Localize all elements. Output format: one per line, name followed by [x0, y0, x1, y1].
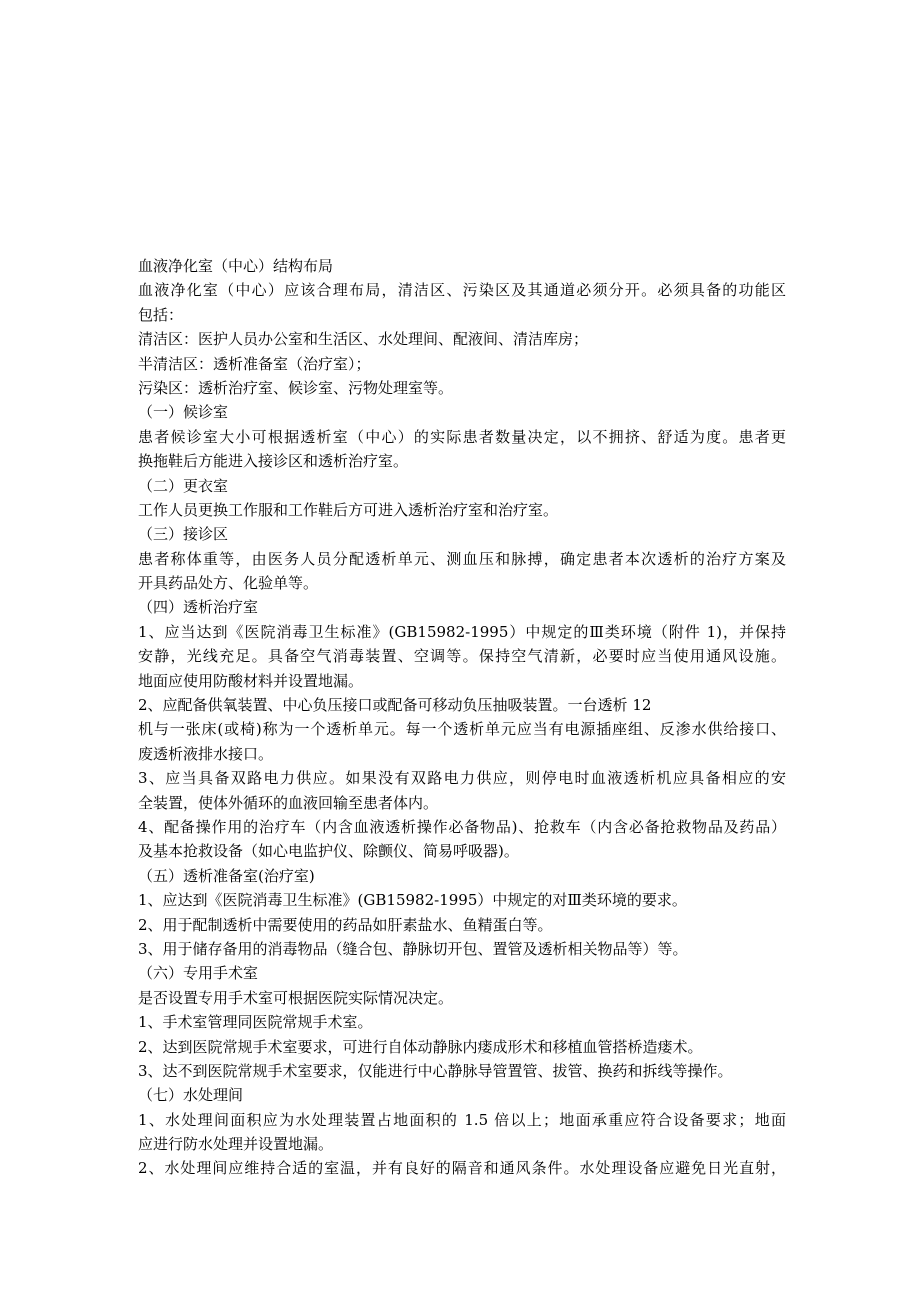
- text-line: 应进行防水处理并设置地漏。: [138, 1135, 334, 1154]
- text-line: 安静，光线充足。具备空气消毒装置、空调等。保持空气清新，必要时应当使用通风设施。: [138, 647, 786, 666]
- text-line: 全装置，使体外循环的血液回输至患者体内。: [138, 793, 439, 812]
- text-line: 污染区：透析治疗室、候诊室、污物处理室等。: [138, 378, 454, 397]
- section-heading: （四）透析治疗室: [138, 598, 259, 617]
- section-heading: （二）更衣室: [138, 476, 229, 495]
- text-line: 开具药品处方、化验单等。: [138, 574, 319, 593]
- document-page: [138, 254, 786, 1181]
- text-line: 半清洁区：透析准备室（治疗室）；: [138, 354, 371, 373]
- text-line: 及基本抢救设备（如心电监护仪、除颤仪、简易呼吸器)。: [138, 842, 519, 861]
- text-line: 换拖鞋后方能进入接诊区和透析治疗室。: [138, 452, 409, 471]
- text-line: 是否设置专用手术室可根据医院实际情况决定。: [138, 988, 454, 1007]
- document-title: 血液净化室（中心）结构布局: [138, 257, 334, 275]
- text-line: 废透析液排水接口。: [138, 744, 274, 763]
- text-line: 1、水处理间面积应为水处理装置占地面积的 1.5 倍以上；地面承重应符合设备要求；地面: [138, 1110, 786, 1129]
- text-line: 清洁区：医护人员办公室和生活区、水处理间、配液间、清洁库房；: [138, 330, 589, 349]
- section-heading: （六）专用手术室: [138, 964, 259, 983]
- text-line: 机与一张床(或椅)称为一个透析单元。每一个透析单元应当有电源插座组、反渗水供给接口、: [138, 720, 786, 739]
- text-line: 2、达到医院常规手术室要求，可进行自体动静脉内瘘成形术和移植血管搭桥造瘘术。: [138, 1037, 703, 1056]
- section-heading: （三）接诊区: [138, 525, 229, 544]
- text-line: 2、应配备供氧装置、中心负压接口或配备可移动负压抽吸装置。一台透析 12: [138, 696, 652, 715]
- text-line: 工作人员更换工作服和工作鞋后方可进入透析治疗室和治疗室。: [138, 500, 559, 519]
- text-line: 2、用于配制透析中需要使用的药品如肝素盐水、鱼精蛋白等。: [138, 915, 553, 934]
- text-line: 3、应当具备双路电力供应。如果没有双路电力供应，则停电时血液透析机应具备相应的安: [138, 769, 786, 788]
- section-heading: （一）候诊室: [138, 403, 229, 422]
- text-line: 地面应使用防酸材料并设置地漏。: [138, 671, 364, 690]
- text-line: 3、用于储存备用的消毒物品（缝合包、静脉切开包、置管及透析相关物品等）等。: [138, 939, 688, 958]
- text-line: 患者候诊室大小可根据透析室（中心）的实际患者数量决定，以不拥挤、舒适为度。患者更: [138, 427, 786, 446]
- text-line: 1、手术室管理同医院常规手术室。: [138, 1013, 373, 1032]
- text-line: 患者称体重等，由医务人员分配透析单元、测血压和脉搏，确定患者本次透析的治疗方案及: [138, 549, 786, 568]
- section-heading: （七）水处理间: [138, 1086, 244, 1105]
- text-line: 血液净化室（中心）应该合理布局，清洁区、污染区及其通道必须分开。必须具备的功能区: [138, 281, 786, 300]
- text-line: 4、配备操作用的治疗车（内含血液透析操作必备物品)、抢救车（内含必备抢救物品及药品）: [138, 817, 786, 836]
- text-line: 1、应当达到《医院消毒卫生标准》(GB15982-1995）中规定的Ⅲ类环境（附件 1)，并保持: [138, 622, 786, 641]
- text-line: 2、水处理间应维持合适的室温，并有良好的隔音和通风条件。水处理设备应避免日光直射，: [138, 1159, 786, 1178]
- text-line: 3、达不到医院常规手术室要求，仅能进行中心静脉导管置管、拔管、换药和拆线等操作。: [138, 1061, 733, 1080]
- text-line: 1、应达到《医院消毒卫生标准》(GB15982-1995）中规定的对Ⅲ类环境的要求。: [138, 891, 687, 910]
- text-line: 包括：: [138, 305, 184, 324]
- section-heading: （五）透析准备室(治疗室): [138, 866, 315, 885]
